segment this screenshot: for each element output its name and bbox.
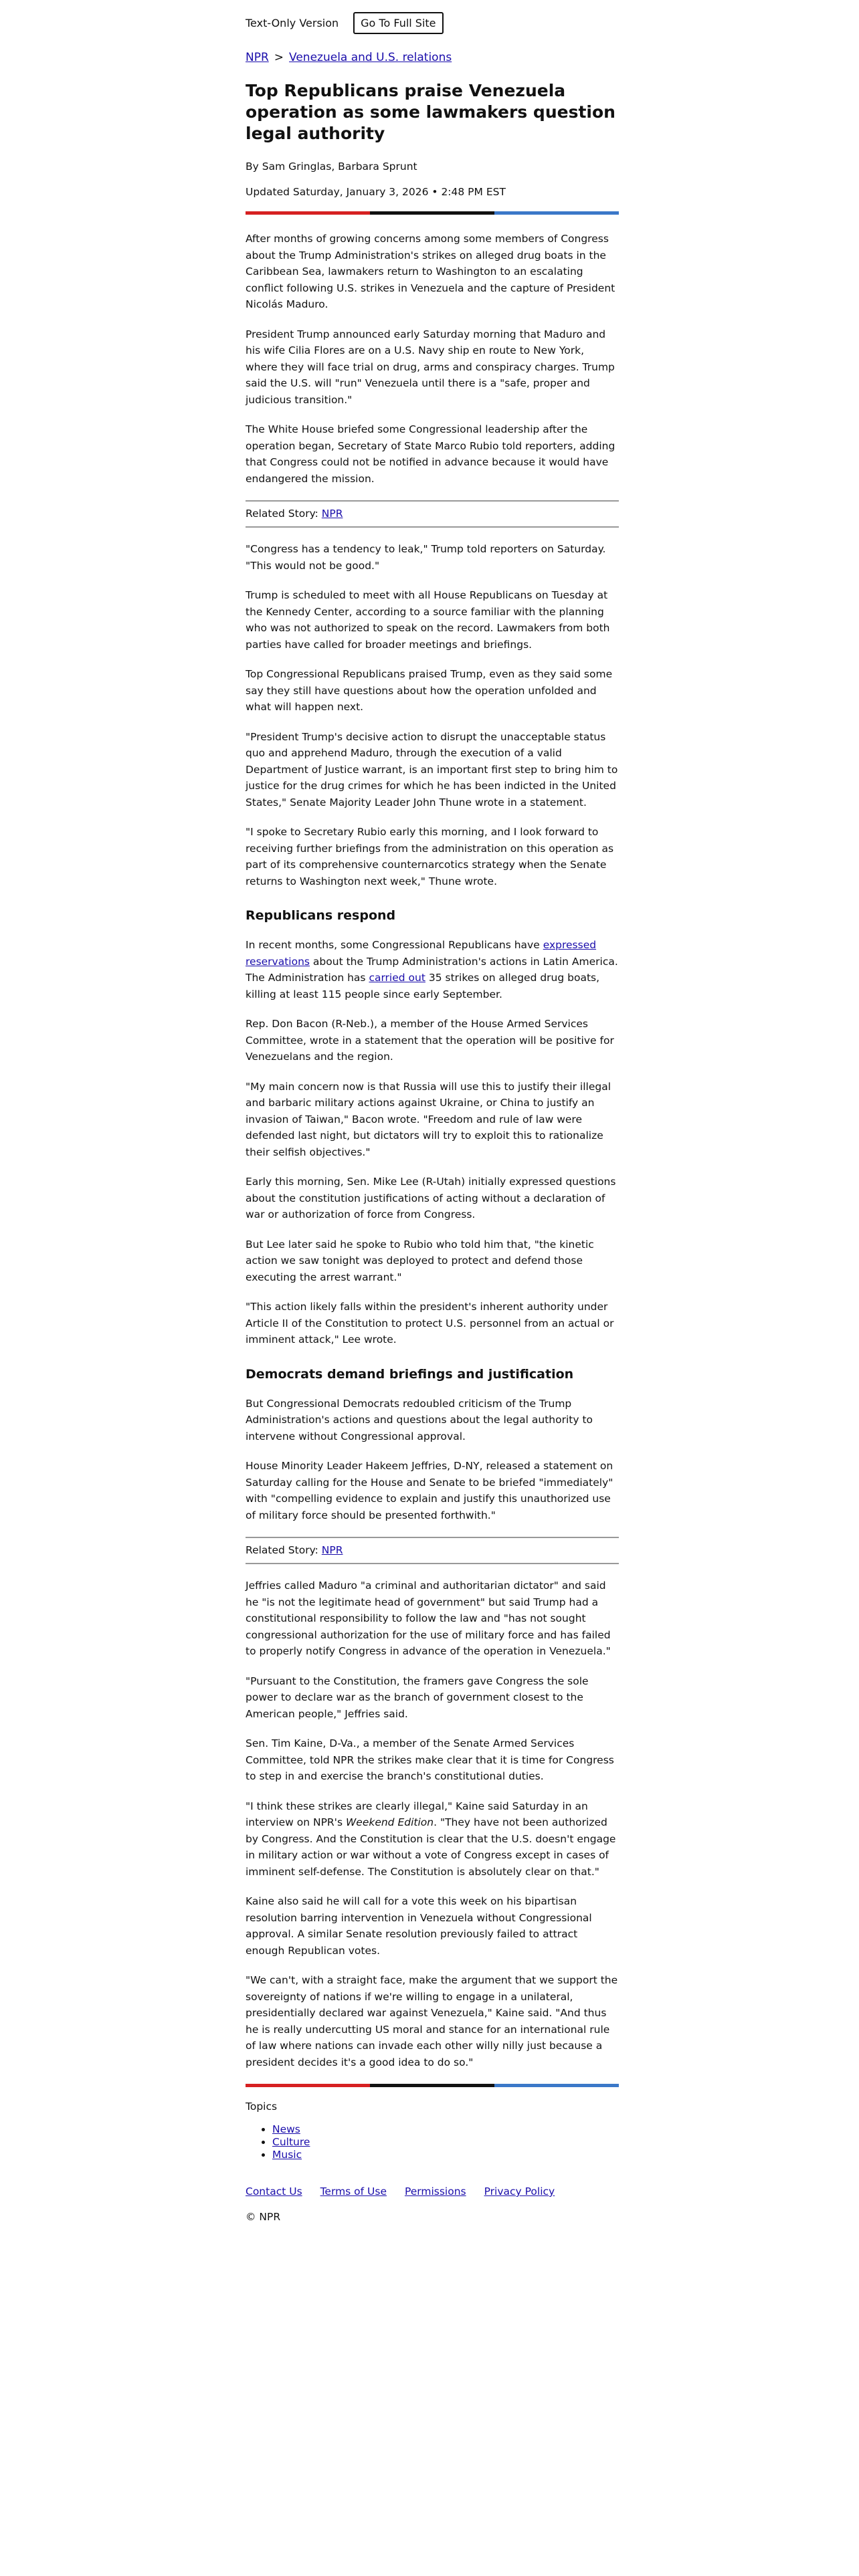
breadcrumb-separator: > [274,51,284,64]
privacy-policy-link[interactable]: Privacy Policy [484,2185,555,2197]
text-run: about the Trump Administration's actions in Latin America. The Administration has [246,955,618,984]
topic-item [272,2149,619,2161]
paragraph: President Trump announced early Saturday morning that Maduro and his wife Cilia Flores are on a U.S. Navy ship en route to New York, where they will face trial on drug, arms and conspiracy charges. Trump said the U.S. will "run" Venezuela until there is a "safe, proper and judicious transition." [246,328,615,406]
divider-blue-segment [494,211,619,215]
topics-list [246,2123,619,2161]
paragraph: Early this morning, Sen. Mike Lee (R-Utah) initially expressed questions about the constitution justifications of acting without a declaration of war or authorization of force from Congress. [246,1176,616,1220]
paragraph: Kaine also said he will call for a vote this week on his bipartisan resolution barring intervention in Venezuela without Congressional approval. A similar Senate resolution previously failed to attract enough Republican votes. [246,1895,592,1957]
related-story [246,1537,619,1564]
show-name: Weekend Edition [345,1816,434,1828]
breadcrumb-home-link[interactable]: NPR [246,51,269,64]
paragraph: Sen. Tim Kaine, D-Va., a member of the Senate Armed Services Committee, told NPR the strikes make clear that it is time for Congress to step in and exercise the branch's constitutional duties. [246,1737,614,1782]
paragraph: After months of growing concerns among some members of Congress about the Trump Administration's strikes on alleged drug boats in the Caribbean Sea, lawmakers return to Washington to an escalating conflict following U.S. strikes in Venezuela and the capture of President Nicolás Maduro. [246,233,615,310]
article-title: Top Republicans praise Venezuela operation as some lawmakers question legal authority [246,81,615,143]
breadcrumb-section-link[interactable]: Venezuela and U.S. relations [289,51,452,64]
permissions-link[interactable]: Permissions [404,2185,466,2197]
paragraph: "Congress has a tendency to leak," Trump told reporters on Saturday. "This would not be good." [246,543,606,572]
footer-links [246,2185,619,2197]
paragraph: But Lee later said he spoke to Rubio who told him that, "the kinetic action we saw tonight was deployed to protect and defend those executing the arrest warrant." [246,1238,594,1283]
related-story-link[interactable]: NPR [321,508,343,520]
paragraph [246,937,619,1002]
copyright: © NPR [246,2211,281,2223]
text-run: "I think these strikes are clearly illegal," Kaine said Saturday in an interview on NPR's [246,1800,588,1828]
topic-link-news[interactable]: News [272,2123,300,2135]
paragraph: Trump is scheduled to meet with all House Republicans on Tuesday at the Kennedy Center, according to a source familiar with the planning who was not authorized to speak on the record. Lawmakers from both parties have called for broader meetings and briefings. [246,589,610,651]
text-only-label: Text-Only Version [246,16,339,29]
section-heading-republicans: Republicans respond [246,908,396,923]
paragraph [246,1798,619,1881]
related-story-label: Related Story: [246,1544,318,1556]
paragraph: House Minority Leader Hakeem Jeffries, D-NY, released a statement on Saturday calling for the House and Senate to be briefed "immediately" with "compelling evidence to explain and justify this unauthorized use of military force should be presented forthwith." [246,1460,613,1521]
paragraph: "My main concern now is that Russia will use this to justify their illegal and barbaric military actions against Ukraine, or China to justify an invasion of Taiwan," Bacon wrote. "Freedom and rule of law were defended last night, but dictators will try to exploit this to rationalize their selfish objectives." [246,1080,611,1158]
expressed-reservations-link[interactable]: expressed reservations [246,939,597,968]
paragraph: "President Trump's decisive action to disrupt the unacceptable status quo and apprehend Maduro, through the execution of a valid Department of Justice warrant, is an important first step to bring him to justice for the drug crimes for which he has been indicted in the United States," Senate Majority Leader John Thune wrote in a statement. [246,730,618,809]
related-story-label: Related Story: [246,508,318,520]
byline: By Sam Gringlas, Barbara Sprunt [246,160,417,173]
carried-out-link[interactable]: carried out [369,972,425,984]
contact-us-link[interactable]: Contact Us [246,2185,302,2197]
section-heading-democrats: Democrats demand briefings and justification [246,1366,574,1382]
color-divider [246,211,619,215]
topic-item [272,2136,619,2149]
paragraph: "We can't, with a straight face, make the argument that we support the sovereignty of nations if we're willing to engage in a unilateral, presidentially declared war against Venezuela," Kaine said. "And thus he is really undercutting US moral and stance for an international rule of law where nations can invade each other willy nilly just because a president decides it's a good idea to do so." [246,1974,618,2068]
paragraph: Rep. Don Bacon (R-Neb.), a member of the House Armed Services Committee, wrote in a statement that the operation will be positive for Venezuelans and the region. [246,1018,614,1063]
divider-red-segment [246,211,370,215]
topic-link-culture[interactable]: Culture [272,2136,310,2148]
divider-blue-segment [494,2084,619,2087]
updated-timestamp: Updated Saturday, January 3, 2026 • 2:48 PM EST [246,186,506,198]
top-bar [246,12,619,33]
text-run: In recent months, some Congressional Republicans have [246,939,543,951]
page [246,0,619,2223]
divider-black-segment [370,2084,494,2087]
paragraph: But Congressional Democrats redoubled criticism of the Trump Administration's actions and questions about the legal authority to intervene without Congressional approval. [246,1397,593,1442]
paragraph: Jeffries called Maduro "a criminal and authoritarian dictator" and said he "is not the legitimate head of government" but said Trump had a constitutional responsibility to follow the law and "has not sought congressional authorization for the use of military force and has failed to properly notify Congress in advance of the operation in Venezuela." [246,1580,611,1657]
text-run: . "They have not been authorized by Congress. And the Constitution is clear that the U.S. doesn't engage in military action or war without a vote of Congress except in cases of imminent self-defense. The Constitution is absolutely clear on that." [246,1816,616,1878]
divider-black-segment [370,211,494,215]
topics-title: Topics [246,2101,278,2113]
paragraph: The White House briefed some Congressional leadership after the operation began, Secretary of State Marco Rubio told reporters, adding that Congress could not be notified in advance because it would have endangered the mission. [246,423,615,485]
paragraph: "I spoke to Secretary Rubio early this morning, and I look forward to receiving further briefings from the administration on this operation as part of its comprehensive counternarcotics strategy when the Senate returns to Washington next week," Thune wrote. [246,826,614,887]
topic-link-music[interactable]: Music [272,2149,302,2161]
terms-of-use-link[interactable]: Terms of Use [320,2185,387,2197]
divider-red-segment [246,2084,370,2087]
text-run: 35 strikes on alleged drug boats, killing at least 115 people since early September. [246,972,600,1000]
article-body [246,231,619,2070]
related-story-link[interactable]: NPR [321,1544,343,1556]
breadcrumb [246,51,619,64]
topic-item [272,2123,619,2136]
paragraph: "This action likely falls within the president's inherent authority under Article II of the Constitution to protect U.S. personnel from an actual or imminent attack," Lee wrote. [246,1301,614,1346]
color-divider [246,2084,619,2087]
related-story [246,500,619,528]
paragraph: Top Congressional Republicans praised Trump, even as they said some say they still have questions about how the operation unfolded and what will happen next. [246,668,613,713]
paragraph: "Pursuant to the Constitution, the framers gave Congress the sole power to declare war as the branch of government closest to the American people," Jeffries said. [246,1675,589,1720]
go-to-full-site-button[interactable]: Go To Full Site [353,12,443,34]
